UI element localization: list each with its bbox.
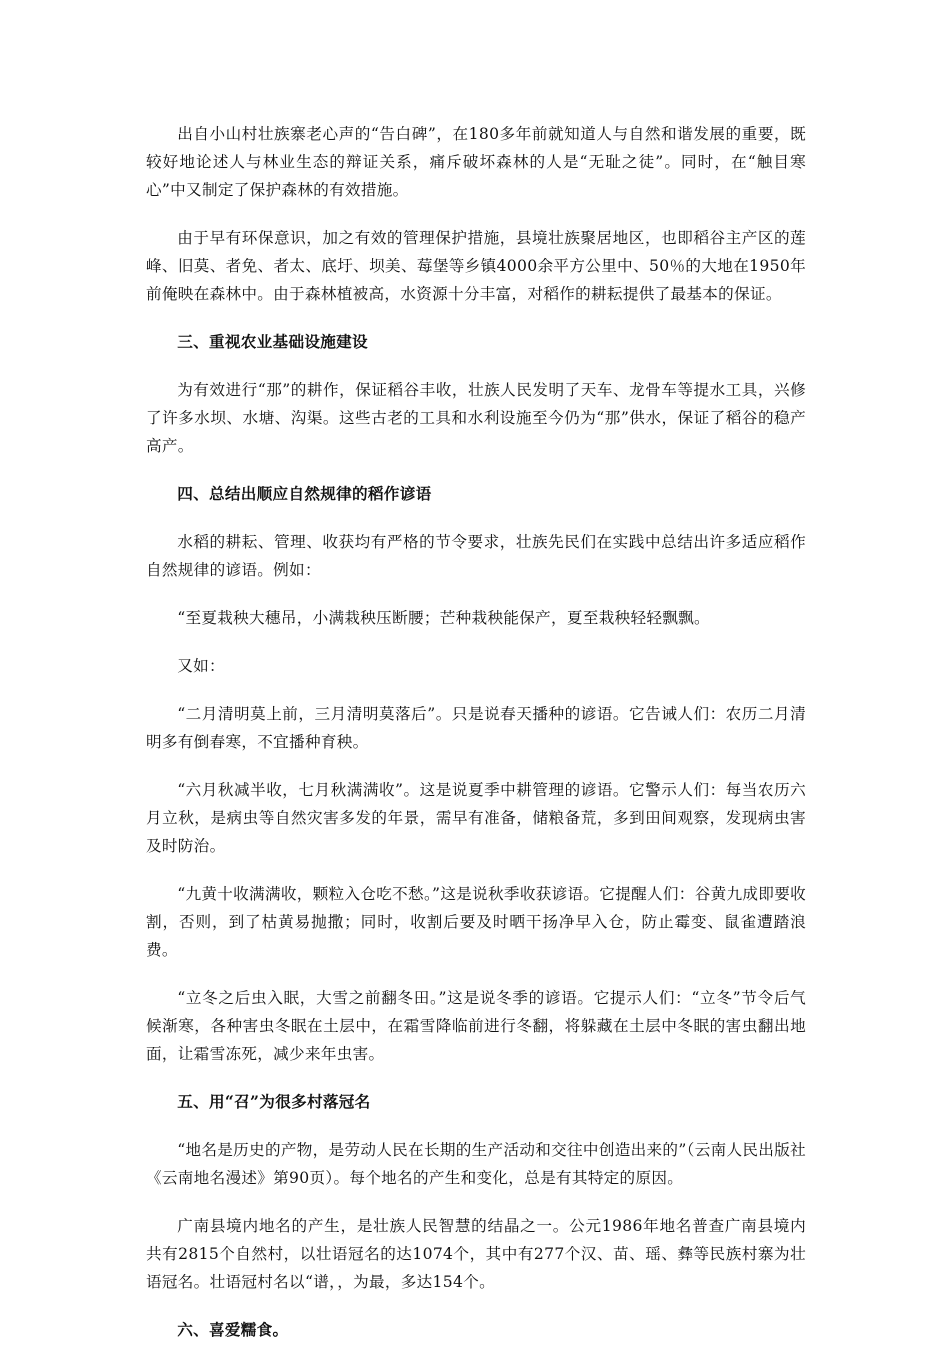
- proverb-2: “二月清明莫上前，三月清明莫落后”。只是说春天播种的谚语。它告诫人们：农历二月清明多有倒春寒，不宜播种育秧。: [146, 705, 806, 751]
- paragraph-3: 为有效进行“那”的耕作，保证稻谷丰收，壮族人民发明了天车、龙骨车等提水工具，兴修了许多水坝、水塘、沟渠。这些古老的工具和水利设施至今仍为“那”供水，保证了稻谷的稳产高产。: [146, 381, 806, 455]
- document-page: [146, 120, 806, 1364]
- paragraph-2: 由于早有环保意识，加之有效的管理保护措施，县境壮族聚居地区，也即稻谷主产区的莲峰、旧莫、者免、者太、底圩、坝美、莓堡等乡镇4000余平方公里中、50％的大地在1950年前俺映在森林中。由于森林植被高，水资源十分丰富，对稻作的耕耘提供了最基本的保证。: [146, 229, 806, 303]
- paragraph-6: “地名是历史的产物，是劳动人民在长期的生产活动和交往中创造出来的”（云南人民出版社《云南地名漫述》第90页）。每个地名的产生和变化，总是有其特定的原因。: [146, 1141, 806, 1187]
- section-heading-5: 五、用“召”为很多村落冠名: [177, 1092, 371, 1111]
- paragraph-7: 广南县境内地名的产生，是壮族人民智慧的结晶之一。公元1986年地名普查广南县境内共有2815个自然村，以壮语冠名的达1074个，其中有277个汉、苗、瑶、彝等民族村寨为壮语冠名。壮语冠村名以“谱，，为最，多达154个。: [146, 1217, 806, 1291]
- proverb-4: “九黄十收满满收，颗粒入仓吃不愁。”这是说秋季收获谚语。它提醒人们：谷黄九成即要收割，否则，到了枯黄易抛撒；同时，收割后要及时晒干扬净早入仓，防止霉变、鼠雀遭踏浪费。: [146, 885, 806, 959]
- proverb-3: “六月秋减半收，七月秋满满收”。这是说夏季中耕管理的谚语。它警示人们：每当农历六月立秋，是病虫等自然灾害多发的年景，需早有准备，储粮备荒，多到田间观察，发现病虫害及时防治。: [146, 781, 806, 855]
- section-heading-6: 六、喜爱糯食。: [177, 1320, 289, 1339]
- proverb-1: “至夏栽秧大穗吊，小满栽秧压断腰；芒种栽秧能保产，夏至栽秧轻轻飘飘。: [177, 609, 710, 627]
- paragraph-5: 又如：: [177, 657, 225, 675]
- section-heading-4: 四、总结出顺应自然规律的稻作谚语: [177, 484, 432, 503]
- paragraph-1: 出自小山村壮族寨老心声的“告白碑”，在180多年前就知道人与自然和谐发展的重要，既较好地论述人与林业生态的辩证关系，痛斥破坏森林的人是“无耻之徒”。同时，在“触目寒心”中又制定了保护森林的有效措施。: [146, 125, 806, 199]
- section-heading-3: 三、重视农业基础设施建设: [177, 332, 368, 351]
- proverb-5: “立冬之后虫入眠，大雪之前翻冬田。”这是说冬季的谚语。它提示人们：“立冬”节令后气候渐寒，各种害虫冬眠在土层中，在霜雪降临前进行冬翻，将躲藏在土层中冬眠的害虫翻出地面，让霜雪冻死，减少来年虫害。: [146, 989, 806, 1063]
- paragraph-4: 水稻的耕耘、管理、收获均有严格的节令要求，壮族先民们在实践中总结出许多适应稻作自然规律的谚语。例如：: [146, 533, 806, 579]
